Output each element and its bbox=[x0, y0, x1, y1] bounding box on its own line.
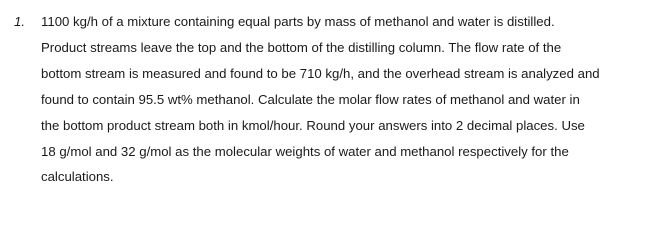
problem-text-line: found to contain 95.5 wt% methanol. Calculate the molar flow rates of methanol and water in bbox=[41, 92, 580, 107]
problem-number: 1. bbox=[14, 14, 25, 29]
problem-text-line: the bottom product stream both in kmol/hour. Round your answers into 2 decimal places. Use bbox=[41, 118, 585, 133]
problem-text-line: 1100 kg/h of a mixture containing equal parts by mass of methanol and water is distilled. bbox=[41, 14, 555, 29]
problem-text-line: bottom stream is measured and found to be 710 kg/h, and the overhead stream is analyzed and bbox=[41, 66, 600, 81]
problem-text-line: Product streams leave the top and the bottom of the distilling column. The flow rate of the bbox=[41, 40, 562, 55]
problem-text-line: 18 g/mol and 32 g/mol as the molecular weights of water and methanol respectively for the bbox=[41, 144, 569, 159]
problem-text-line: calculations. bbox=[41, 169, 114, 184]
